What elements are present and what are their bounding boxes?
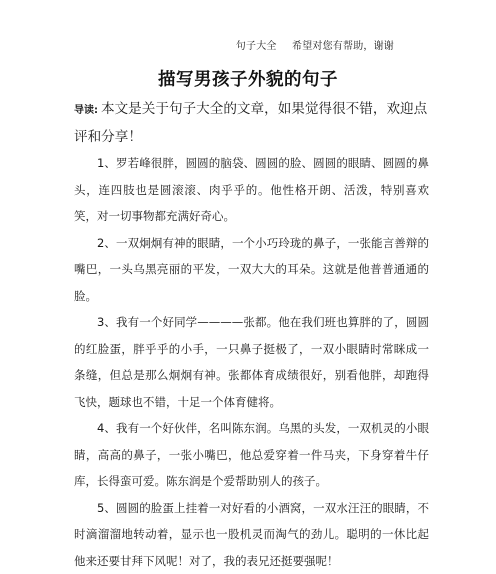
paragraph-1: 1、罗若峰很胖，圆圆的脑袋、圆圆的脸、圆圆的眼睛、圆圆的鼻头，连四肢也是圆滚滚、肉乎乎的。他性格开朗、活泼，特别喜欢笑，对一切事物都充满好奇心。 — [74, 150, 429, 230]
intro-label: 导读: — [74, 105, 98, 116]
header-site-name: 句子大全 — [236, 41, 277, 52]
intro-text: 本文是关于句子大全的文章，如果觉得很不错，欢迎点评和分享！ — [74, 101, 427, 145]
paragraph-5: 5、圆圆的脸蛋上挂着一对好看的小酒窝，一双水汪汪的眼睛，不时滴溜溜地转动着，显示也一股机灵而淘气的劲儿。聪明的一休比起他来还要甘拜下风呢！对了，我的表兄还挺要强呢！ — [74, 495, 429, 574]
header-thanks-text: 希望对您有帮助，谢谢 — [292, 41, 394, 52]
intro-paragraph — [74, 96, 429, 150]
paragraph-3: 3、我有一个好同学————张都。他在我们班也算胖的了，圆圆的红脸蛋，胖乎乎的小手，一只鼻子挺极了，一双小眼睛时常眯成一条缝，但总是那么炯炯有神。张都体育成绩很好，别看他胖，却跑得飞快，题球也不错，十足一个体育健将。 — [74, 309, 429, 415]
paragraph-2: 2、一双炯炯有神的眼睛，一个小巧玲珑的鼻子，一张能言善辩的嘴巴，一头乌黑亮丽的平发，一双大大的耳朵。这就是他普普通通的脸。 — [74, 230, 429, 310]
article-body — [74, 96, 429, 574]
page-header — [236, 37, 394, 52]
paragraph-4: 4、我有一个好伙伴，名叫陈东润。乌黑的头发，一双机灵的小眼睛，高高的鼻子，一张小嘴巴，他总爱穿着一件马夹，下身穿着牛仔库，长得蛮可爱。陈东润是个爱帮助别人的孩子。 — [74, 415, 429, 495]
page-title: 描写男孩子外貌的句子 — [0, 66, 496, 91]
